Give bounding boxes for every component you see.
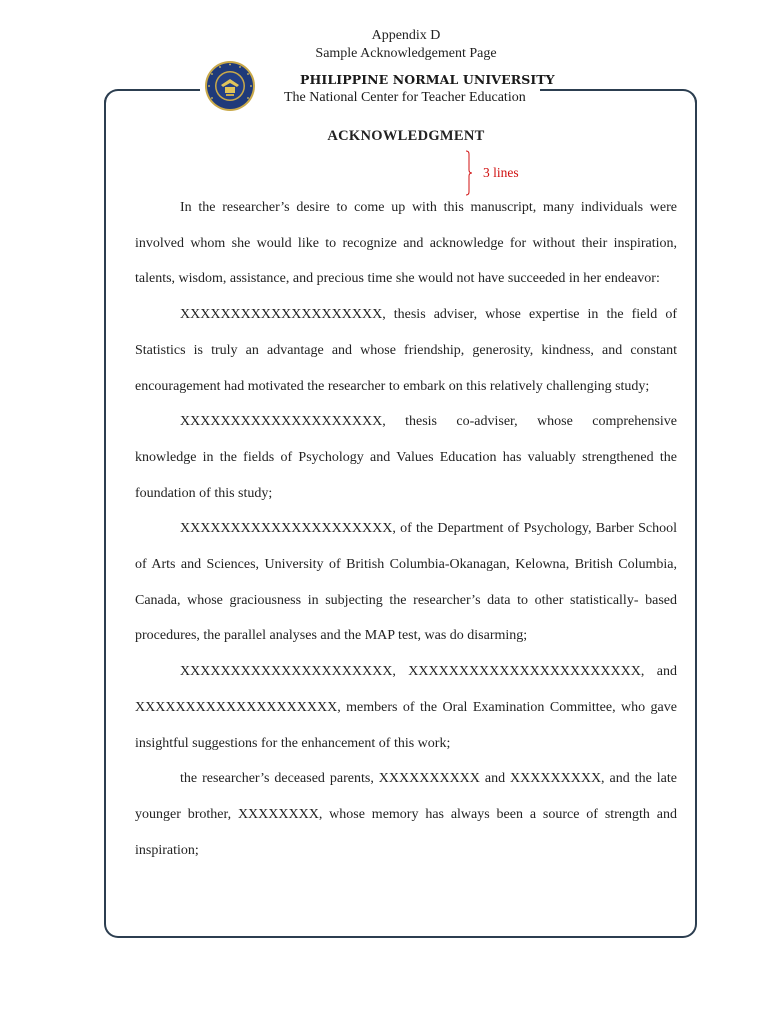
university-tagline: The National Center for Teacher Education — [284, 90, 526, 105]
paragraph: the researcher’s deceased parents, XXXXXXXXXX and XXXXXXXXX, and the late younger brother, XXXXXXXX, whose memory has always been a source of strength and inspiration; — [135, 771, 677, 858]
paragraph: XXXXXXXXXXXXXXXXXXXX, thesis co-adviser, whose comprehensive knowledge in the fields of Psychology and Values Education has valuably strengthened the foundation of this study; — [135, 414, 677, 501]
paragraph: XXXXXXXXXXXXXXXXXXXX, thesis adviser, whose expertise in the field of Statistics is truly an advantage and whose friendship, generosity, kindness, and constant encouragement had motivated the researcher to embark on this relatively challenging study; — [135, 307, 677, 394]
page-border-top-left — [104, 89, 200, 103]
appendix-subtitle: Sample Acknowledgement Page — [315, 46, 497, 61]
paragraph: XXXXXXXXXXXXXXXXXXXXX, XXXXXXXXXXXXXXXXXXXXXXX, and XXXXXXXXXXXXXXXXXXXX, members of the Oral Examination Committee, who gave insightful suggestions for the enhancement of this work; — [135, 664, 677, 751]
page-border-top-right — [540, 89, 697, 103]
acknowledgment-body — [135, 190, 677, 868]
appendix-title: Appendix D — [371, 28, 441, 43]
spacing-annotation-label: 3 lines — [483, 165, 519, 180]
page-title: ACKNOWLEDGMENT — [327, 128, 485, 144]
paragraph: In the researcher’s desire to come up with this manuscript, many individuals were involved whom she would like to recognize and acknowledge for without their inspiration, talents, wisdom, assistance, and precious time she would not have succeeded in her endeavor: — [135, 200, 677, 287]
university-name: PHILIPPINE NORMAL UNIVERSITY — [300, 72, 555, 87]
paragraph: XXXXXXXXXXXXXXXXXXXXX, of the Department of Psychology, Barber School of Arts and Sciences, University of British Columbia-Okanagan, Kelowna, British Columbia, Canada, whose graciousness in subjecting the researcher’s data to other statistically- based procedures, the parallel analyses and the MAP test, was do disarming; — [135, 521, 677, 644]
